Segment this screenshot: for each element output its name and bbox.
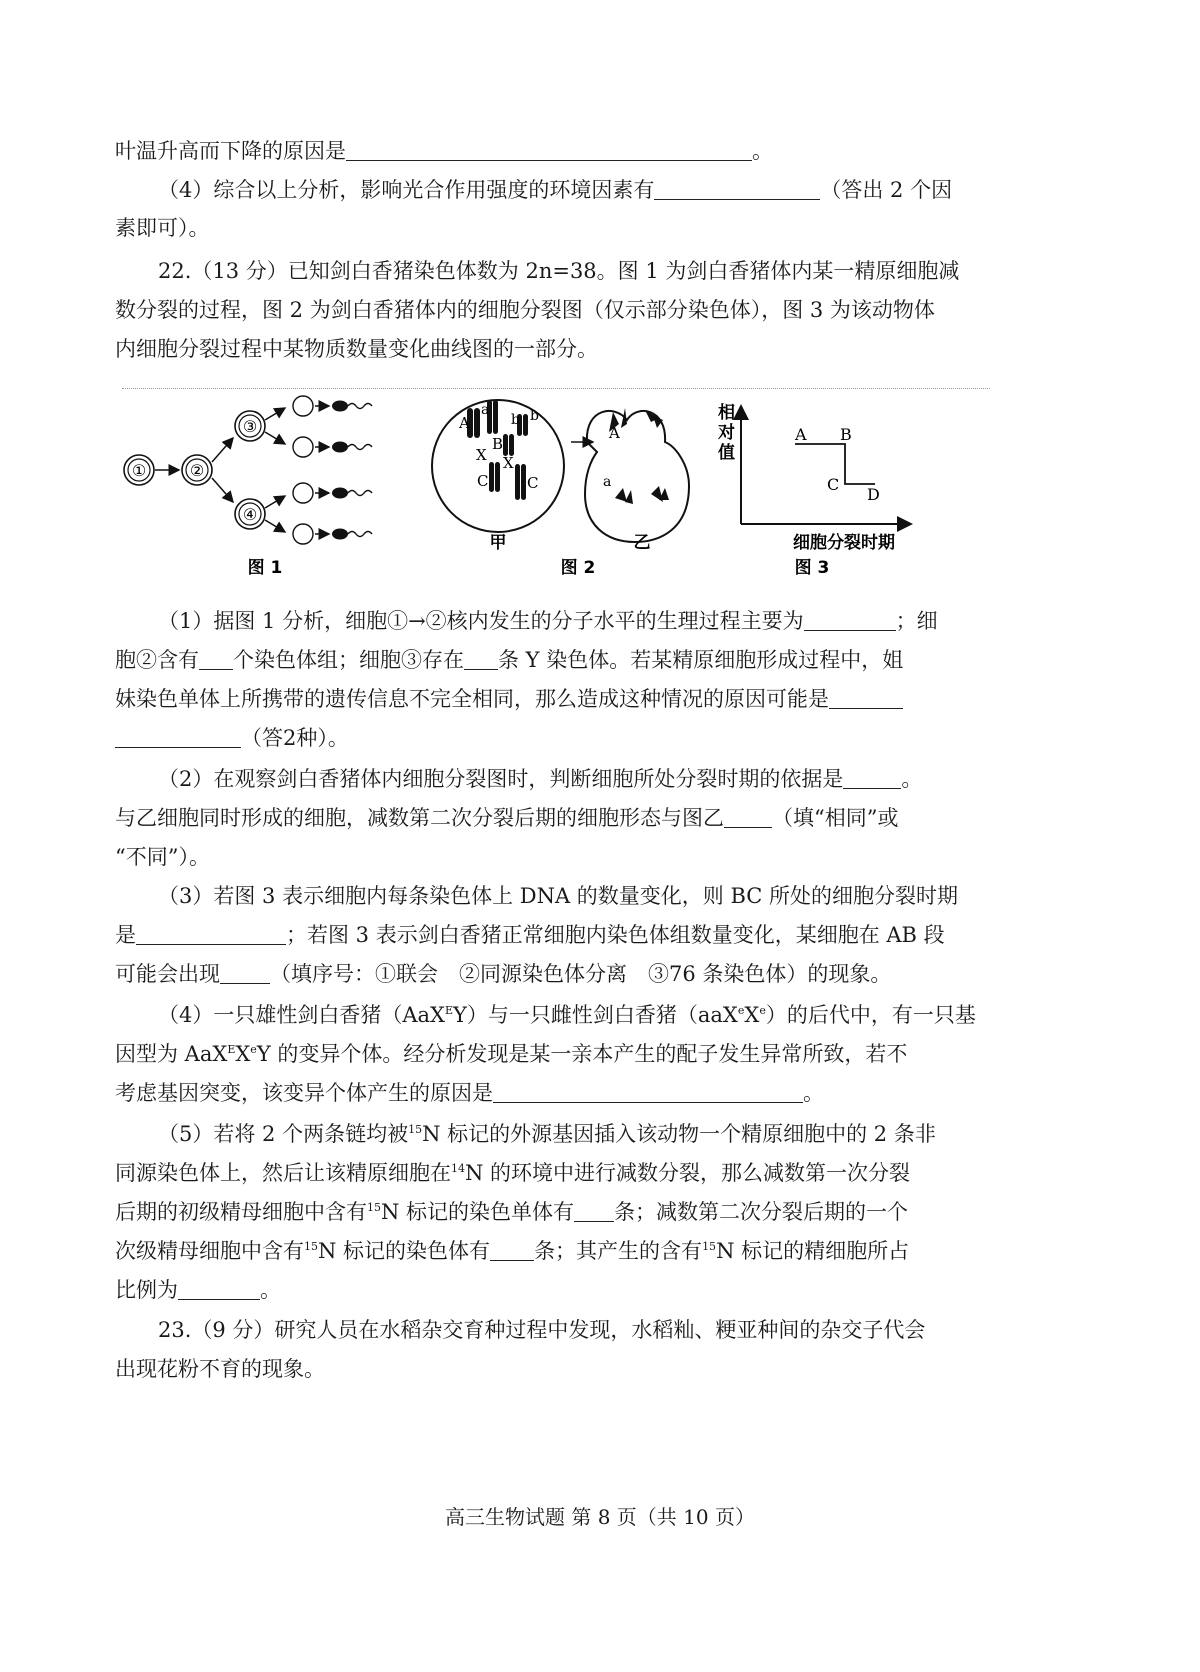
y-label: 相 [718,403,735,423]
figure-1-caption: 图 1 [247,558,283,578]
text-span: 同源染色体上，然后让该精原细胞在 [115,1161,451,1185]
figure-2-caption: 图 2 [560,558,596,578]
text-span: 个染色体组；细胞③存在 [233,648,464,672]
answer-blank[interactable] [178,1279,260,1300]
answer-blank[interactable] [115,727,241,748]
text-span: 可能会出现 [115,962,220,986]
superscript: E [445,1004,454,1017]
superscript: e [737,1004,745,1017]
question-part-2 [158,765,994,793]
text-span: 因型为 AaX [115,1042,228,1066]
cell-4-label: ④ [242,505,258,524]
text-span: 23.（9 分）研究人员在水稻杂交育种过程中发现，水稻籼、粳亚种间的杂交子代会 [158,1318,926,1342]
text-span: ；细 [895,609,938,633]
cell-3-label: ③ [242,417,258,436]
chrom-label: b [530,408,539,424]
text-span: 素即可）。 [115,216,210,240]
chrom-label: A [459,414,470,432]
chrom-label: b [511,412,520,428]
chrom-label: A [609,424,620,442]
answer-blank[interactable] [804,610,896,631]
text-span: ）的后代中，有一只基 [765,1003,976,1027]
text-span: （填“相同”或 [772,806,899,830]
text-span: 出现花粉不育的现象。 [115,1357,325,1381]
figure-group [115,390,995,620]
answer-blank[interactable] [724,807,772,828]
text-span: N 标记的精细胞所占 [716,1239,910,1263]
text-span: 比例为 [115,1278,178,1302]
text-line [115,804,995,832]
text-span: 。 [260,1278,281,1302]
chrom-label: C [527,474,539,492]
text-line [115,1198,995,1226]
answer-blank[interactable] [490,1240,534,1261]
text-span: 胞②含有 [115,648,199,672]
text-line [115,1276,995,1304]
answer-blank[interactable] [493,1082,803,1103]
text-span: 22.（13 分）已知剑白香猪染色体数为 2n=38。图 1 为剑白香猪体内某一精原细胞减 [158,259,960,283]
question-part-3 [158,882,994,910]
text-span: （答出 2 个因 [820,178,953,202]
superscript: 14 [451,1162,465,1175]
cell-1-label: ① [131,461,147,480]
text-span: 考虑基因突变，该变异个体产生的原因是 [115,1081,493,1105]
text-line: 叶温升高而下降的原因是 。 [115,139,773,163]
text-span: Y 的变异个体。经分析发现是某一亲本产生的配子发生异常所致，若不 [256,1042,908,1066]
figure-3-caption: 图 3 [794,558,830,578]
point-label: D [867,485,880,504]
divider [122,388,990,389]
chrom-label: a [481,402,490,418]
sperm-cells [332,401,372,540]
text-span: 条；其产生的含有 [534,1239,703,1263]
chrom-label: B [492,435,504,453]
text-span: （4）综合以上分析，影响光合作用强度的环境因素有 [158,178,655,202]
answer-blank[interactable] [220,963,270,984]
text-span: N 标记的染色体有 [318,1239,491,1263]
text-span: 叶温升高而下降的原因是 [115,139,346,163]
chrom-label: X [476,446,487,464]
text-line [115,1159,995,1187]
page-footer: 高三生物试题 第 8 页（共 10 页） [445,1505,755,1529]
text-line [115,1079,995,1107]
superscript: E [227,1043,236,1056]
text-span: X [744,1003,760,1027]
chrom-label: C [477,472,489,490]
figure-3 [718,402,911,578]
superscript: 15 [367,1201,381,1214]
text-span: 。 [803,1081,824,1105]
text-span: 条 Y 染色体。若某精原细胞形成过程中，姐 [498,648,904,672]
text-span: （2）在观察剑白香猪体内细胞分裂图时，判断细胞所处分裂时期的依据是 [158,767,844,791]
answer-blank[interactable] [199,649,233,670]
text-span: 是 [115,923,136,947]
text-span: 内细胞分裂过程中某物质数量变化曲线图的一部分。 [115,337,598,361]
text-span: 妹染色单体上所携带的遗传信息不完全相同，那么造成这种情况的原因可能是 [115,687,829,711]
y-label: 对 [718,423,735,443]
figure-2 [432,400,689,578]
text-span: （答2种）。 [241,726,349,750]
text-span: 次级精母细胞中含有 [115,1239,304,1263]
text-span: 后期的初级精母细胞中含有 [115,1200,367,1224]
text-line [115,724,995,752]
text-span: N 标记的外源基因插入该动物一个精原细胞中的 2 条非 [422,1122,936,1146]
text-span: N 标记的染色单体有 [381,1200,575,1224]
point-label: C [827,475,840,494]
text-span: 数分裂的过程，图 2 为剑白香猪体内的细胞分裂图（仅示部分染色体），图 3 为该动物体 [115,298,935,322]
cell-yi-label: 乙 [633,533,651,553]
cell-yi [585,411,689,542]
answer-blank[interactable] [654,179,820,200]
text-line [158,176,994,204]
text-line [115,1040,995,1068]
cell-2-label: ② [189,461,205,480]
text-span: 条；减数第二次分裂后期的一个 [614,1200,909,1224]
text-line [115,214,995,242]
text-line [115,960,995,988]
text-span: N 的环境中进行减数分裂，那么减数第一次分裂 [465,1161,911,1185]
chrom-label: X [503,454,514,472]
text-span: “不同”）。 [115,845,210,869]
text-span: （1）据图 1 分析，细胞①→②核内发生的分子水平的生理过程主要为 [158,609,804,633]
answer-blank[interactable] [829,688,903,709]
superscript: 15 [304,1240,318,1253]
figure-1 [124,396,372,578]
text-line [115,335,995,363]
point-label: B [840,425,852,444]
chrom-label: a [603,474,612,490]
text-span: ；若图 3 表示剑白香猪正常细胞内染色体组数量变化，某细胞在 AB 段 [286,923,945,947]
point-label: A [795,425,807,444]
text-line [115,296,995,324]
superscript: e [250,1043,257,1056]
text-line [115,685,995,713]
superscript: 15 [408,1123,423,1136]
text-span: 。 [901,767,923,791]
question-part-1 [158,607,994,635]
text-span: 与乙细胞同时形成的细胞，减数第二次分裂后期的细胞形态与图乙 [115,806,724,830]
y-label: 值 [718,443,735,463]
text-line [115,1237,995,1265]
answer-blank[interactable] [346,140,752,161]
text-line [115,921,995,949]
question-part-5 [158,1120,994,1148]
question-23-intro [158,1316,994,1344]
text-span: Y）与一只雌性剑白香猪（aaX [453,1003,738,1027]
text-line [115,1355,995,1383]
text-line [115,646,995,674]
text-span: （4）一只雄性剑白香猪（AaX [158,1003,445,1027]
superscript: e [759,1004,766,1017]
text-span: （5）若将 2 个两条链均被 [158,1122,409,1146]
text-span: （填序号：①联会 ②同源染色体分离 ③76 条染色体）的现象。 [270,962,892,986]
answer-blank[interactable] [574,1201,614,1222]
cell-jia-label: 甲 [489,533,507,553]
question-part-4 [158,1001,994,1029]
text-span: （3）若图 3 表示细胞内每条染色体上 DNA 的数量变化，则 BC 所处的细胞分裂时期 [158,884,959,908]
x-label: 细胞分裂时期 [793,533,895,553]
text-line [115,843,995,871]
answer-blank[interactable] [136,924,286,945]
question-22-intro [158,257,994,285]
text-span: X [235,1042,251,1066]
answer-blank[interactable] [843,768,901,789]
answer-blank[interactable] [464,649,498,670]
superscript: 15 [702,1240,717,1253]
